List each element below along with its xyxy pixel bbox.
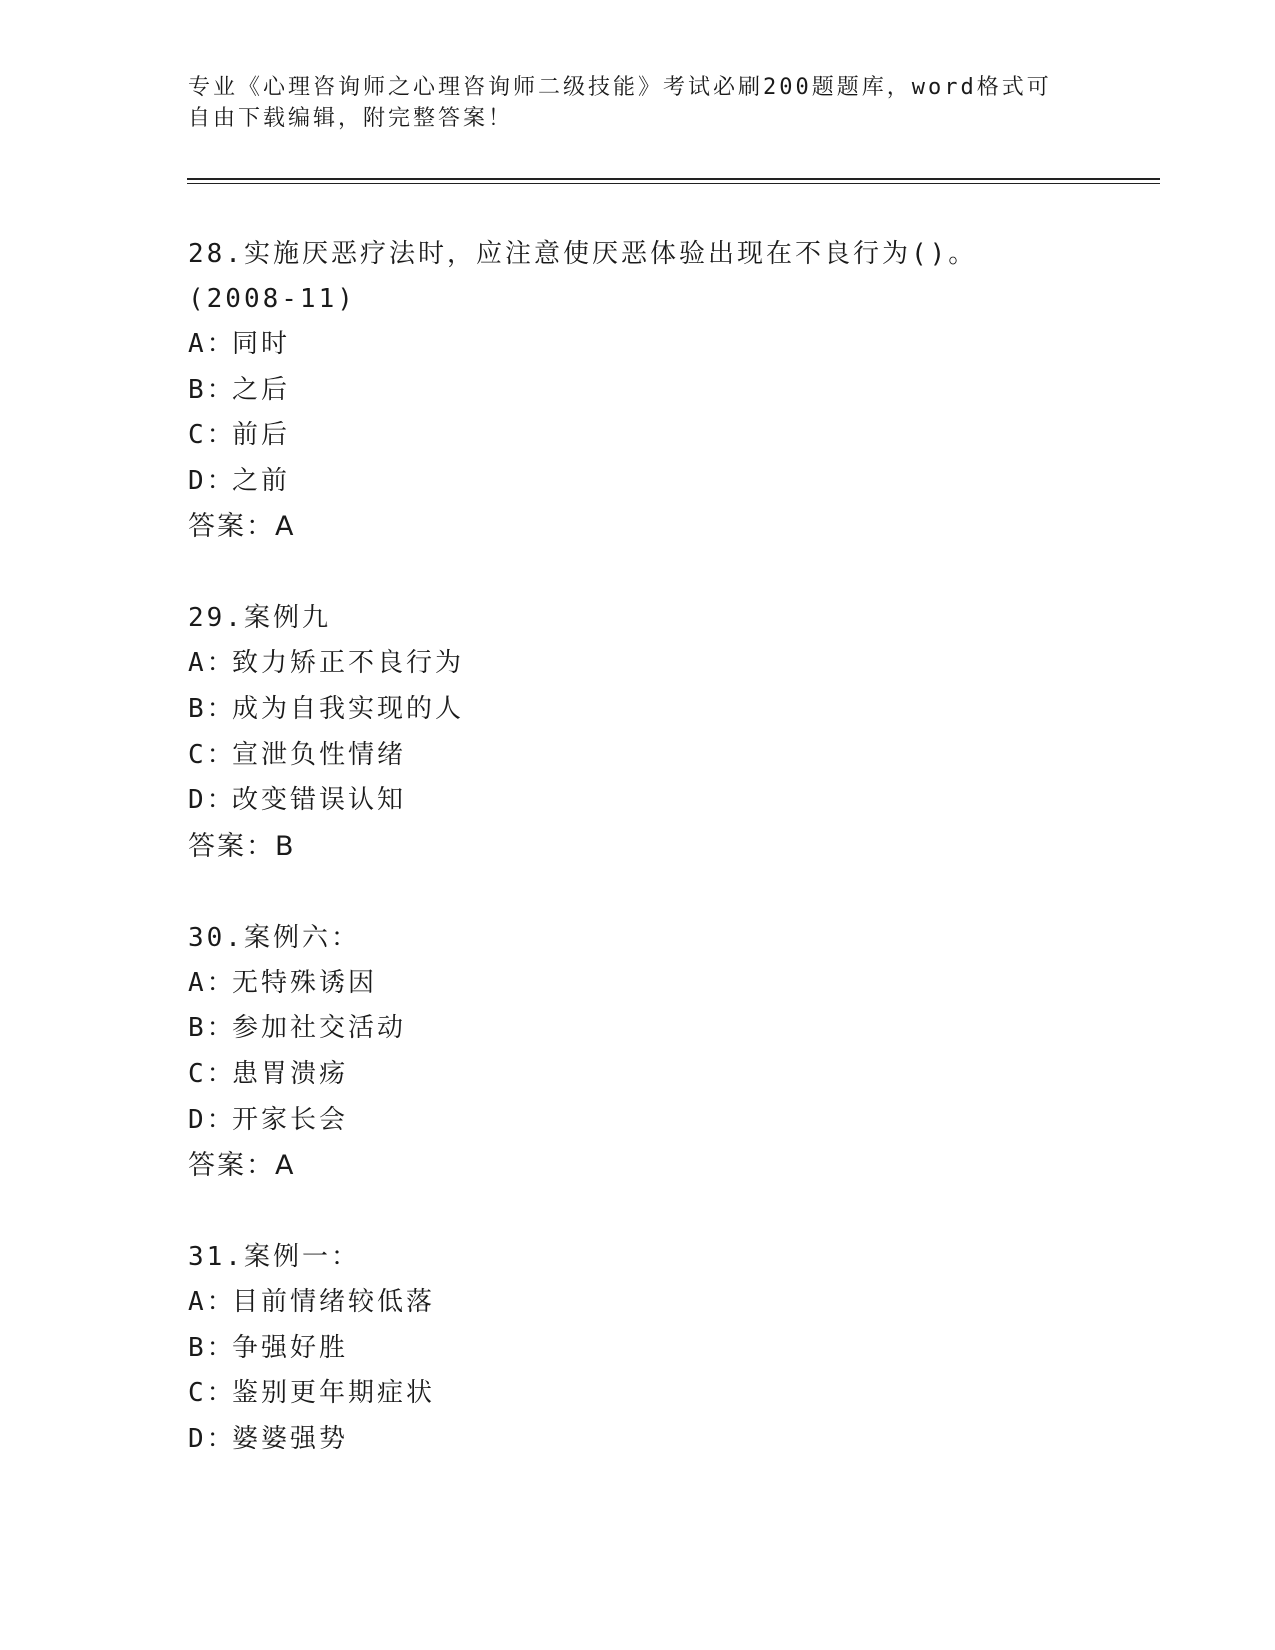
option-text: 之前 (232, 465, 291, 496)
option-text: 开家长会 (232, 1104, 349, 1135)
option-text: 鉴别更年期症状 (232, 1378, 436, 1409)
option-key: C： (188, 739, 236, 770)
option-key: B： (188, 693, 236, 724)
option-text: 目前情绪较低落 (232, 1287, 436, 1318)
option-text: 致力矫正不良行为 (232, 648, 465, 679)
question-text: 31.案例一： (188, 1242, 360, 1273)
option-text: 婆婆强势 (232, 1423, 349, 1454)
question-30 (188, 916, 1058, 1189)
option-text: 参加社交活动 (232, 1013, 407, 1044)
option-b (188, 368, 1058, 414)
answer-line: 答案：B (188, 830, 296, 862)
option-key: C： (188, 1058, 236, 1089)
option-key: C： (188, 420, 236, 451)
option-c (188, 413, 1058, 459)
option-text: 无特殊诱因 (232, 967, 378, 998)
header-divider-thick (187, 178, 1160, 180)
option-text: 前后 (232, 420, 291, 451)
option-key: A： (188, 967, 236, 998)
option-key: B： (188, 374, 236, 405)
option-text: 之后 (232, 374, 291, 405)
option-c (188, 1052, 1058, 1098)
option-text: 争强好胜 (232, 1332, 349, 1363)
option-text: 患胃溃疡 (232, 1058, 349, 1089)
option-b (188, 1006, 1058, 1052)
question-29 (188, 596, 1058, 869)
option-key: C： (188, 1378, 236, 1409)
question-list (188, 232, 1058, 1509)
option-text: 成为自我实现的人 (232, 693, 465, 724)
option-a (188, 1280, 1058, 1326)
option-a (188, 641, 1058, 687)
option-d (188, 459, 1058, 505)
option-d (188, 1417, 1058, 1463)
option-key: A： (188, 1287, 236, 1318)
option-key: D： (188, 1423, 236, 1454)
header-divider-thin (187, 183, 1160, 184)
question-text: 30.案例六： (188, 922, 360, 953)
option-d (188, 778, 1058, 824)
answer-line: 答案：A (188, 1150, 296, 1182)
option-b (188, 1326, 1058, 1372)
option-b (188, 687, 1058, 733)
question-28 (188, 232, 1058, 550)
question-text: 28.实施厌恶疗法时，应注意使厌恶体验出现在不良行为()。(2008-11) (188, 239, 978, 314)
option-key: A： (188, 329, 236, 359)
question-text: 29.案例九 (188, 603, 331, 634)
option-a (188, 322, 1058, 368)
document-header: 专业《心理咨询师之心理咨询师二级技能》考试必刷200题题库，word格式可自由下载编辑，附完整答案！ (188, 75, 1052, 131)
option-key: B： (188, 1332, 236, 1363)
option-c (188, 733, 1058, 779)
answer-line: 答案：A (188, 511, 296, 543)
option-d (188, 1098, 1058, 1144)
option-c (188, 1371, 1058, 1417)
option-text: 宣泄负性情绪 (232, 739, 407, 770)
option-text: 同时 (232, 329, 291, 359)
option-key: D： (188, 465, 236, 496)
option-key: D： (188, 1104, 236, 1135)
option-text: 改变错误认知 (232, 785, 407, 816)
option-key: B： (188, 1013, 236, 1044)
option-a (188, 961, 1058, 1007)
option-key: A： (188, 648, 236, 679)
question-31 (188, 1235, 1058, 1462)
option-key: D： (188, 785, 236, 816)
